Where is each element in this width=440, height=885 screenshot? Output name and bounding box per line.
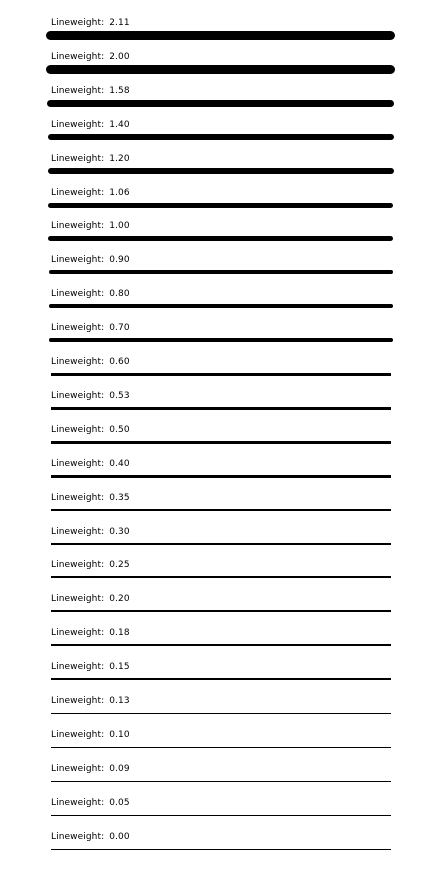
lineweight-value: 0.70 — [109, 323, 130, 333]
lineweight-row — [0, 627, 440, 657]
lineweight-label — [51, 831, 130, 843]
lineweight-row — [0, 831, 440, 861]
lineweight-sample-line — [51, 543, 391, 545]
lineweight-sample-line — [48, 203, 393, 208]
lineweight-sample-line — [51, 815, 391, 816]
lineweight-label-prefix: Lineweight: — [51, 459, 105, 469]
lineweight-label-prefix: Lineweight: — [51, 594, 105, 604]
lineweight-label — [51, 220, 130, 232]
lineweight-row — [0, 51, 440, 81]
lineweight-label-prefix: Lineweight: — [51, 154, 105, 164]
lineweight-label-prefix: Lineweight: — [51, 696, 105, 706]
lineweight-sample-line — [49, 270, 393, 274]
lineweight-label — [51, 356, 130, 368]
lineweight-row — [0, 288, 440, 318]
lineweight-label-prefix: Lineweight: — [51, 52, 105, 62]
lineweight-row — [0, 661, 440, 691]
lineweight-value: 0.00 — [109, 832, 130, 842]
lineweight-row — [0, 356, 440, 386]
lineweight-label-prefix: Lineweight: — [51, 391, 105, 401]
lineweight-label-prefix: Lineweight: — [51, 188, 105, 198]
lineweight-sample-line — [46, 31, 395, 40]
lineweight-value: 1.40 — [109, 120, 130, 130]
lineweight-label-prefix: Lineweight: — [51, 255, 105, 265]
lineweight-label — [51, 424, 130, 436]
lineweight-label-prefix: Lineweight: — [51, 493, 105, 503]
lineweight-label — [51, 559, 130, 571]
lineweight-value: 0.60 — [109, 357, 130, 367]
lineweight-label-prefix: Lineweight: — [51, 289, 105, 299]
lineweight-label — [51, 526, 130, 538]
lineweight-value: 0.20 — [109, 594, 130, 604]
lineweight-value: 0.40 — [109, 459, 130, 469]
lineweight-label — [51, 254, 130, 266]
lineweight-value: 0.09 — [109, 764, 130, 774]
lineweight-row — [0, 526, 440, 556]
lineweight-row — [0, 220, 440, 250]
lineweight-row — [0, 797, 440, 827]
lineweight-row — [0, 424, 440, 454]
lineweight-label-prefix: Lineweight: — [51, 120, 105, 130]
lineweight-row — [0, 85, 440, 115]
lineweight-sample-line — [48, 134, 394, 140]
lineweight-label-prefix: Lineweight: — [51, 357, 105, 367]
lineweight-sample-line — [51, 576, 391, 578]
lineweight-label-prefix: Lineweight: — [51, 764, 105, 774]
lineweight-label — [51, 763, 130, 775]
lineweight-label — [51, 17, 130, 29]
lineweight-label — [51, 458, 130, 470]
lineweight-value: 0.53 — [109, 391, 130, 401]
lineweight-sample-line — [51, 441, 391, 444]
lineweight-sample-line — [51, 407, 391, 410]
lineweight-row — [0, 593, 440, 623]
lineweight-value: 0.30 — [109, 527, 130, 537]
lineweight-sample-line — [49, 304, 393, 308]
lineweight-label — [51, 492, 130, 504]
lineweight-sample-line — [48, 168, 394, 174]
lineweight-label — [51, 85, 130, 97]
lineweight-sample-line — [51, 644, 391, 646]
lineweight-value: 2.00 — [109, 52, 130, 62]
lineweight-sample-line — [51, 475, 391, 478]
lineweight-label-prefix: Lineweight: — [51, 18, 105, 28]
lineweight-row — [0, 153, 440, 183]
lineweight-label — [51, 661, 130, 673]
lineweight-value: 0.15 — [109, 662, 130, 672]
lineweight-label-prefix: Lineweight: — [51, 425, 105, 435]
lineweight-label — [51, 187, 130, 199]
lineweight-value: 1.58 — [109, 86, 130, 96]
lineweight-label — [51, 153, 130, 165]
lineweight-label-prefix: Lineweight: — [51, 560, 105, 570]
lineweight-label — [51, 695, 130, 707]
lineweight-value: 0.10 — [109, 730, 130, 740]
lineweight-sample-line — [51, 373, 391, 376]
lineweight-value: 0.13 — [109, 696, 130, 706]
lineweight-label-prefix: Lineweight: — [51, 798, 105, 808]
lineweight-label — [51, 627, 130, 639]
lineweight-row — [0, 458, 440, 488]
lineweight-row — [0, 254, 440, 284]
lineweight-label — [51, 322, 130, 334]
lineweight-value: 0.18 — [109, 628, 130, 638]
lineweight-sample-line — [47, 100, 394, 107]
lineweight-label-prefix: Lineweight: — [51, 323, 105, 333]
lineweight-value: 1.06 — [109, 188, 130, 198]
lineweight-label — [51, 51, 130, 63]
lineweight-label-prefix: Lineweight: — [51, 662, 105, 672]
lineweight-sample-line — [46, 65, 395, 74]
lineweight-row — [0, 17, 440, 47]
lineweight-row — [0, 695, 440, 725]
lineweight-label-prefix: Lineweight: — [51, 832, 105, 842]
lineweight-value: 0.90 — [109, 255, 130, 265]
lineweight-row — [0, 559, 440, 589]
lineweight-label — [51, 593, 130, 605]
lineweight-label — [51, 729, 130, 741]
lineweight-label-prefix: Lineweight: — [51, 628, 105, 638]
lineweight-label — [51, 797, 130, 809]
lineweight-sample-line — [51, 747, 391, 748]
lineweight-label-prefix: Lineweight: — [51, 527, 105, 537]
lineweight-label-prefix: Lineweight: — [51, 730, 105, 740]
lineweight-sample-line — [51, 678, 391, 680]
lineweight-value: 0.25 — [109, 560, 130, 570]
lineweight-value: 0.80 — [109, 289, 130, 299]
lineweight-value: 0.35 — [109, 493, 130, 503]
lineweight-value: 0.05 — [109, 798, 130, 808]
lineweight-label-prefix: Lineweight: — [51, 221, 105, 231]
lineweight-sample-line — [51, 849, 391, 850]
lineweight-row — [0, 763, 440, 793]
lineweight-sample-line — [49, 338, 393, 342]
lineweight-value: 1.00 — [109, 221, 130, 231]
lineweight-value: 2.11 — [109, 18, 130, 28]
lineweight-value: 1.20 — [109, 154, 130, 164]
lineweight-label — [51, 119, 130, 131]
lineweight-value: 0.50 — [109, 425, 130, 435]
lineweight-label — [51, 288, 130, 300]
lineweight-sample-line — [51, 509, 391, 511]
lineweight-label-prefix: Lineweight: — [51, 86, 105, 96]
lineweight-label — [51, 390, 130, 402]
lineweight-row — [0, 390, 440, 420]
lineweight-row — [0, 119, 440, 149]
lineweight-row — [0, 187, 440, 217]
lineweight-row — [0, 729, 440, 759]
lineweight-sample-line — [48, 236, 393, 241]
lineweight-sample-line — [51, 713, 391, 714]
lineweight-sample-line — [51, 781, 391, 782]
lineweight-row — [0, 492, 440, 522]
lineweight-row — [0, 322, 440, 352]
lineweight-sample-line — [51, 610, 391, 612]
